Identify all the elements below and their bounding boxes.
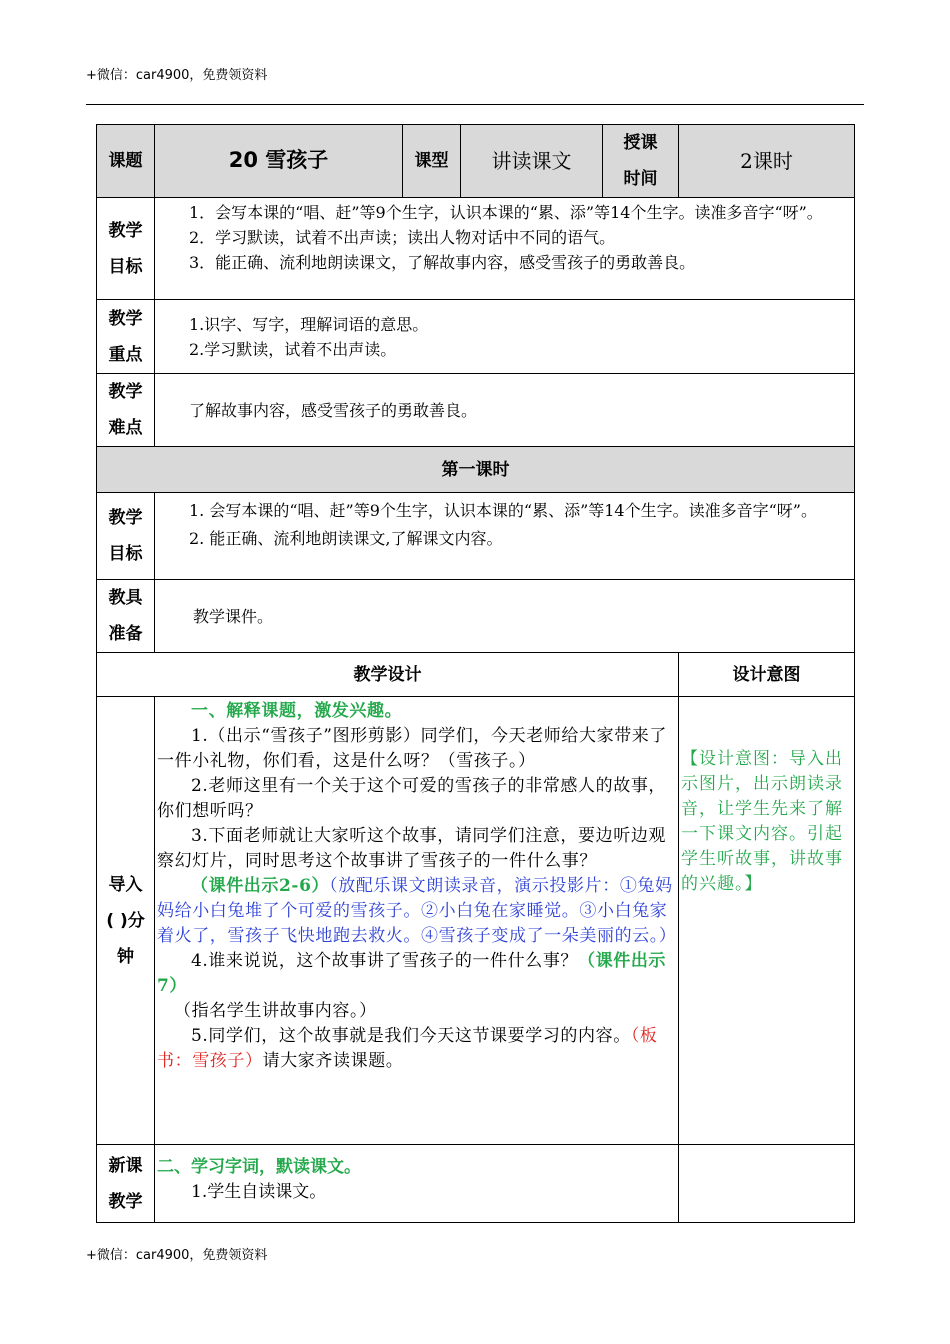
new-lesson-heading: 二、学习字词，默读课文。 bbox=[157, 1157, 361, 1177]
difficulties-label bbox=[97, 374, 155, 447]
difficulty-line-1: 了解故事内容，感受雪孩子的勇敢善良。 bbox=[189, 400, 478, 420]
courseware-note-1: （课件出示2-6） bbox=[191, 876, 330, 896]
lesson1-goals-content bbox=[155, 493, 855, 580]
intro-intent bbox=[679, 697, 855, 1145]
goals-label-line1: 教学 bbox=[108, 220, 143, 241]
topic-value: 20 雪孩子 bbox=[155, 125, 403, 198]
page-header-text: +微信：car4900，免费领资料 bbox=[86, 68, 268, 83]
goals-content bbox=[155, 198, 855, 300]
courseware-note-2: （课件出示7） bbox=[157, 951, 667, 996]
key-point-2: 2.学习默读，试着不出声读。 bbox=[189, 340, 397, 359]
intro-content bbox=[155, 697, 679, 1145]
new-lesson-intent bbox=[679, 1145, 855, 1223]
tools-text: 教学课件。 bbox=[193, 606, 274, 626]
goals-label-line2: 目标 bbox=[108, 256, 143, 277]
lesson1-goal-1: 1. 会写本课的“唱、赶”等9个生字，认识本课的“累、添”等14个生字。读准多音字“呀”。 bbox=[189, 501, 817, 520]
topic-label: 课题 bbox=[97, 125, 155, 198]
design-header: 教学设计 bbox=[97, 653, 679, 697]
new-lesson-content bbox=[155, 1145, 679, 1223]
intro-closing-tail: 请大家齐读课题。 bbox=[262, 1051, 404, 1071]
lesson1-title-row bbox=[97, 447, 855, 493]
goal-line-1: 1．会写本课的“唱、赶”等9个生字，认识本课的“累、添”等14个生字。读准多音字“呀”。 bbox=[189, 203, 823, 222]
key-points-label-line1: 教学 bbox=[108, 308, 143, 329]
info-row bbox=[97, 125, 855, 198]
difficulties-label-line1: 教学 bbox=[108, 382, 143, 402]
new-lesson-label-line1: 新课 bbox=[108, 1155, 143, 1176]
lesson1-goals-label-line2: 目标 bbox=[108, 544, 143, 564]
lesson1-goals-row bbox=[97, 493, 855, 580]
key-points-label-line2: 重点 bbox=[108, 344, 143, 365]
tools-row bbox=[97, 580, 855, 653]
new-lesson-label bbox=[97, 1145, 155, 1223]
lesson1-goals-label-line1: 教学 bbox=[108, 508, 143, 528]
intro-heading: 一、解释课题，激发兴趣。 bbox=[191, 701, 403, 721]
key-point-1: 1.识字、写字，理解词语的意思。 bbox=[189, 315, 429, 334]
difficulties-content bbox=[155, 374, 855, 447]
page-footer-text: +微信：car4900，免费领资料 bbox=[86, 1248, 268, 1263]
design-header-row bbox=[97, 653, 855, 697]
key-points-label bbox=[97, 300, 155, 374]
new-lesson-label-line2: 教学 bbox=[108, 1191, 143, 1212]
new-lesson-paragraph-1: 1.学生自读课文。 bbox=[191, 1182, 327, 1202]
time-value: 2课时 bbox=[679, 125, 855, 198]
intro-paragraph-1: 1.（出示“雪孩子”图形剪影）同学们，今天老师给大家带来了一件小礼物，你们看，这是什么呀？（雪孩子。） bbox=[157, 726, 668, 771]
time-label bbox=[603, 125, 679, 198]
new-lesson-row bbox=[97, 1145, 855, 1223]
intro-row bbox=[97, 697, 855, 1145]
intro-paragraph-3: 3.下面老师就让大家听这个故事，请同学们注意，要边听边观察幻灯片，同时思考这个故事讲了雪孩子的一件什么事？ bbox=[157, 826, 667, 871]
intro-intent-text: 【设计意图：导入出示图片，出示朗读录音，让学生先来了解一下课文内容。引起学生听故事，讲故事的兴趣。】 bbox=[681, 749, 843, 894]
tools-label-line2: 准备 bbox=[108, 624, 143, 644]
intro-label-line1: 导入 bbox=[108, 874, 143, 895]
goal-line-2: 2．学习默读，试着不出声读；读出人物对话中不同的语气。 bbox=[189, 228, 616, 247]
slideshow-description: （放配乐课文朗读录音，演示投影片：①兔妈妈给小白兔堆了个可爱的雪孩子。②小白兔在家睡觉。③小白兔家着火了，雪孩子飞快地跑去救火。④雪孩子变成了一朵美丽的云。） bbox=[157, 876, 677, 946]
intro-label bbox=[97, 697, 155, 1145]
difficulties-row bbox=[97, 374, 855, 447]
intro-question-text: 4.谁来说说，这个故事讲了雪孩子的一件什么事？ bbox=[191, 951, 579, 971]
intro-paragraph-4 bbox=[157, 874, 675, 949]
tools-label-line1: 教具 bbox=[108, 588, 143, 608]
lesson-plan-table bbox=[96, 124, 855, 1223]
lesson1-goal-2: 2. 能正确、流利地朗读课文,了解课文内容。 bbox=[189, 529, 503, 548]
goals-row bbox=[97, 198, 855, 300]
intent-header: 设计意图 bbox=[679, 653, 855, 697]
time-label-line1: 授课 bbox=[623, 133, 658, 153]
goals-label bbox=[97, 198, 155, 300]
key-points-row bbox=[97, 300, 855, 374]
goal-line-3: 3．能正确、流利地朗读课文，了解故事内容，感受雪孩子的勇敢善良。 bbox=[189, 253, 696, 272]
intro-label-line2: ( )分 bbox=[106, 910, 145, 931]
tools-label bbox=[97, 580, 155, 653]
header-divider bbox=[86, 104, 864, 105]
lesson1-goals-label bbox=[97, 493, 155, 580]
tools-content bbox=[155, 580, 855, 653]
difficulties-label-line2: 难点 bbox=[108, 418, 143, 438]
blackboard-note: （板书：雪孩子） bbox=[157, 1026, 658, 1071]
key-points-content bbox=[155, 300, 855, 374]
intro-paragraph-2: 2.老师这里有一个关于这个可爱的雪孩子的非常感人的故事，你们想听吗？ bbox=[157, 776, 667, 821]
intro-paragraph-5 bbox=[157, 949, 675, 999]
lesson1-title: 第一课时 bbox=[97, 447, 855, 493]
time-label-line2: 时间 bbox=[623, 169, 658, 189]
type-label: 课型 bbox=[403, 125, 461, 198]
type-value: 讲读课文 bbox=[461, 125, 603, 198]
intro-paragraph-6: （指名学生讲故事内容。） bbox=[174, 1001, 377, 1021]
intro-closing-text: 5.同学们，这个故事就是我们今天这节课要学习的内容。 bbox=[191, 1026, 631, 1046]
intro-paragraph-7 bbox=[157, 1024, 675, 1074]
intro-label-line3: 钟 bbox=[117, 946, 134, 967]
